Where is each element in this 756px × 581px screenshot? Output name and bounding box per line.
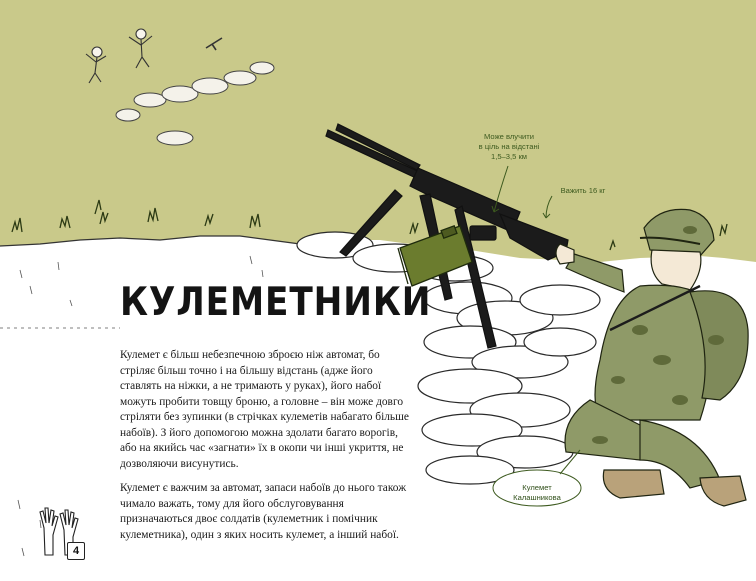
weapon-name-line: Калашникова bbox=[513, 493, 561, 502]
range-callout-line: Може влучити bbox=[484, 132, 534, 141]
page-title: КУЛЕМЕТНИКИ bbox=[120, 280, 432, 325]
page-number: 4 bbox=[67, 542, 85, 560]
weapon-name-line: Кулемет bbox=[522, 483, 552, 492]
field-background bbox=[0, 0, 756, 262]
weapon-name-callout bbox=[502, 483, 572, 503]
range-callout bbox=[466, 132, 552, 162]
weight-callout: Важить 16 кг bbox=[560, 186, 606, 195]
body-text bbox=[120, 348, 415, 552]
range-callout-line: в ціль на відстані bbox=[478, 142, 540, 151]
paragraph: Кулемет є більш небезпечною зброєю ніж автомат, бо стріляє більш точно і на більшу відстань (адже його ставлять на ніжки, а не тримають у руках), його набої можуть пробити товщу броню, а головне – він може довго стріляти без зупинки (в стрічках кулеметів набагато більше набоїв). З його допомогою можна здолати багато ворогів, або на якийсь час «загнати» їх в окопи чи інші укриття, не дозволяючи висунутись. bbox=[120, 349, 409, 470]
range-callout-line: 1,5–3,5 км bbox=[491, 152, 527, 161]
paragraph: Кулемет є важчим за автомат, запаси набоїв до нього також чимало важать, тому для його обслуговування призначаються двоє солдатів (кулеметник і помічник кулеметника), один з яких носить кулемет, а інший набої. bbox=[120, 482, 407, 541]
